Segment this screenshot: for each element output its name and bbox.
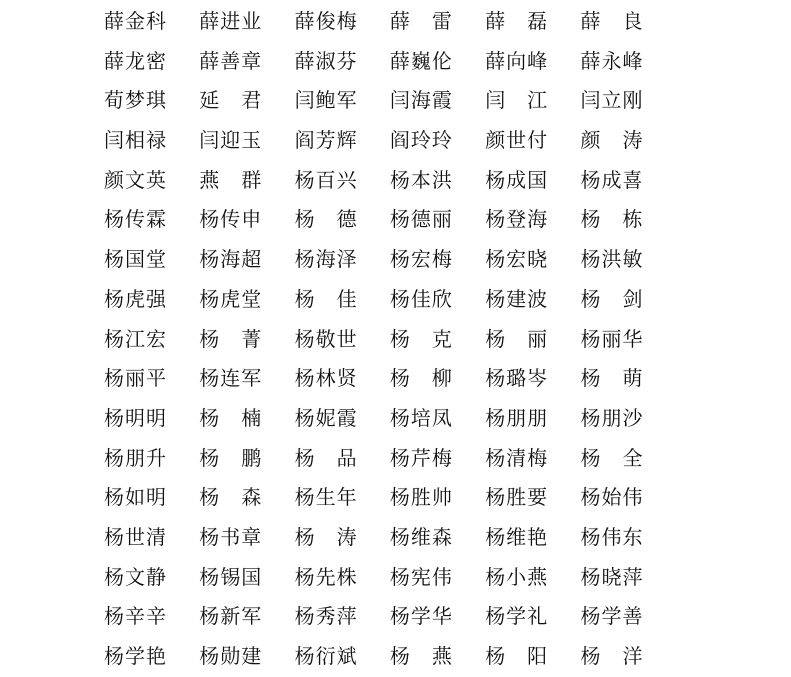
name-entry: 颜文英 (104, 167, 167, 192)
name-entry: 杨海泽 (294, 247, 358, 272)
name-entry: 杨如明 (104, 485, 167, 510)
name-entry: 杨衍斌 (294, 644, 358, 668)
name-entry: 杨晓萍 (580, 564, 644, 589)
name-entry: 杨辛辛 (104, 604, 167, 629)
name-entry: 杨清梅 (485, 445, 549, 470)
name-entry: 杨 全 (580, 445, 644, 470)
name-entry: 杨胜要 (485, 485, 549, 510)
name-entry: 杨虎强 (104, 286, 167, 311)
name-entry: 杨朋升 (104, 445, 167, 470)
name-entry: 杨朋沙 (580, 405, 644, 430)
name-entry: 杨新军 (199, 604, 263, 629)
name-entry: 延 君 (199, 88, 263, 113)
name-entry: 颜 涛 (580, 128, 644, 153)
name-entry: 杨海超 (199, 247, 263, 272)
name-entry: 杨芹梅 (389, 445, 453, 470)
name-entry: 杨 品 (294, 445, 358, 470)
name-entry: 杨学礼 (485, 604, 549, 629)
name-entry: 闫鲍军 (294, 88, 358, 113)
name-entry: 杨 柳 (389, 366, 453, 391)
name-entry: 杨 燕 (389, 644, 453, 668)
name-entry: 杨 楠 (199, 405, 263, 430)
name-entry: 杨 剑 (580, 286, 644, 311)
name-entry: 杨宏梅 (389, 247, 453, 272)
name-entry: 杨学善 (580, 604, 644, 629)
name-entry: 杨学艳 (104, 644, 167, 668)
name-entry: 杨培凤 (389, 405, 453, 430)
name-entry: 薛 雷 (389, 9, 453, 33)
name-entry: 杨妮霞 (294, 405, 358, 430)
name-entry: 薛金科 (104, 9, 167, 33)
name-entry: 闫海霞 (389, 88, 453, 113)
name-entry: 杨本洪 (389, 167, 453, 192)
name-entry: 薛巍伦 (389, 48, 453, 73)
name-entry: 杨佳欣 (389, 286, 453, 311)
name-entry: 杨 森 (199, 485, 263, 510)
name-entry: 杨勋建 (199, 644, 263, 668)
name-entry: 杨丽平 (104, 366, 167, 391)
name-entry: 杨传申 (199, 207, 263, 232)
name-entry: 杨百兴 (294, 167, 358, 192)
name-entry: 薛龙密 (104, 48, 167, 73)
name-entry: 杨连军 (199, 366, 263, 391)
name-entry: 杨璐岑 (485, 366, 549, 391)
name-entry: 薛向峰 (485, 48, 549, 73)
name-entry: 杨 菁 (199, 326, 263, 351)
name-entry: 杨 萌 (580, 366, 644, 391)
name-entry: 杨伟东 (580, 524, 644, 549)
name-entry: 杨文静 (104, 564, 167, 589)
name-entry: 杨登海 (485, 207, 549, 232)
name-entry: 杨成喜 (580, 167, 644, 192)
name-entry: 闫立刚 (580, 88, 644, 113)
name-entry: 杨 栋 (580, 207, 644, 232)
name-entry: 杨 克 (389, 326, 453, 351)
name-entry: 颜世付 (485, 128, 549, 153)
name-entry: 杨宪伟 (389, 564, 453, 589)
name-entry: 杨先株 (294, 564, 358, 589)
name-entry: 杨锡国 (199, 564, 263, 589)
name-entry: 杨敬世 (294, 326, 358, 351)
name-entry: 杨胜帅 (389, 485, 453, 510)
name-entry: 闫 江 (485, 88, 549, 113)
name-entry: 薛善章 (199, 48, 263, 73)
name-entry: 闫迎玉 (199, 128, 263, 153)
name-entry: 杨 德 (294, 207, 358, 232)
name-entry: 杨学华 (389, 604, 453, 629)
name-entry: 杨 洋 (580, 644, 644, 668)
name-entry: 杨 阳 (485, 644, 549, 668)
name-entry: 杨朋朋 (485, 405, 549, 430)
name-entry: 杨国堂 (104, 247, 167, 272)
name-entry: 杨明明 (104, 405, 167, 430)
name-entry: 杨维艳 (485, 524, 549, 549)
name-entry: 薛进业 (199, 9, 263, 33)
name-entry: 杨 佳 (294, 286, 358, 311)
name-entry: 薛淑芬 (294, 48, 358, 73)
name-entry: 杨始伟 (580, 485, 644, 510)
name-entry: 闫相禄 (104, 128, 167, 153)
name-entry: 荀梦琪 (104, 88, 167, 113)
name-entry: 杨虎堂 (199, 286, 263, 311)
name-entry: 杨德丽 (389, 207, 453, 232)
name-entry: 杨宏晓 (485, 247, 549, 272)
name-entry: 薛永峰 (580, 48, 644, 73)
name-entry: 杨丽华 (580, 326, 644, 351)
name-entry: 杨生年 (294, 485, 358, 510)
name-list-grid (104, 2, 664, 677)
name-entry: 杨 鹏 (199, 445, 263, 470)
name-entry: 杨小燕 (485, 564, 549, 589)
name-entry: 杨建波 (485, 286, 549, 311)
name-entry: 杨 涛 (294, 524, 358, 549)
name-entry: 薛俊梅 (294, 9, 358, 33)
name-entry: 杨书章 (199, 524, 263, 549)
name-entry: 杨洪敏 (580, 247, 644, 272)
name-entry: 阎玲玲 (389, 128, 453, 153)
name-entry: 薛 磊 (485, 9, 549, 33)
name-entry: 杨秀萍 (294, 604, 358, 629)
name-entry: 杨 丽 (485, 326, 549, 351)
name-entry: 杨维森 (389, 524, 453, 549)
name-entry: 薛 良 (580, 9, 644, 33)
name-entry: 杨江宏 (104, 326, 167, 351)
name-entry: 杨传霖 (104, 207, 167, 232)
name-entry: 杨世清 (104, 524, 167, 549)
name-entry: 阎芳辉 (294, 128, 358, 153)
name-entry: 燕 群 (199, 167, 263, 192)
name-entry: 杨林贤 (294, 366, 358, 391)
name-entry: 杨成国 (485, 167, 549, 192)
